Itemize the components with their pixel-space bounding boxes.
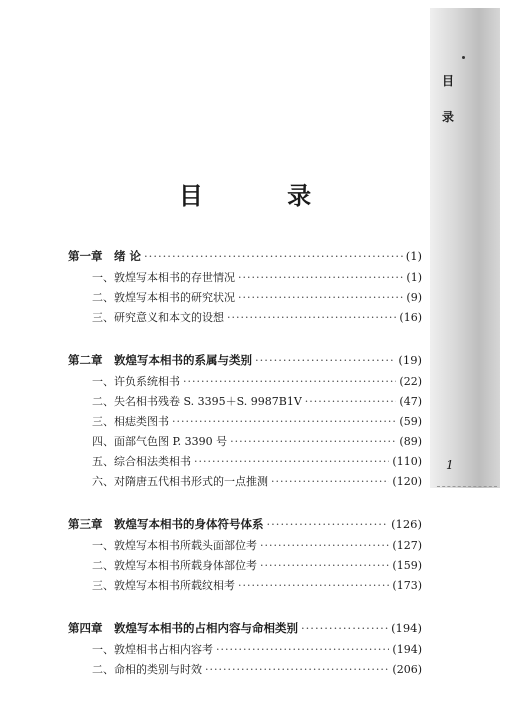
dot-leader [144,249,403,263]
chapter-label [68,248,141,264]
section-entry[interactable] [68,661,422,681]
section-label: 一、敦煌写本相书所载头面部位考 [92,539,257,552]
page-title: 目 录 [178,181,350,210]
section-label: 一、许负系统相书 [92,375,180,388]
section-entry[interactable] [68,309,422,329]
chapter-block [68,352,422,493]
dot-leader [305,395,397,408]
dot-leader [172,415,396,428]
chapter-entry[interactable] [68,248,422,269]
section-entry[interactable] [68,269,422,289]
section-label: 三、敦煌写本相书所载纹相考 [92,579,235,592]
dot-leader [255,353,395,367]
section-label: 五、综合相法类相书 [92,455,191,468]
chapter-title: 绪 论 [114,249,142,263]
section-page: (16) [399,311,422,324]
section-entry[interactable] [68,413,422,433]
dot-leader [260,559,389,572]
dot-leader [194,455,389,468]
section-label: 二、敦煌写本相书所载身体部位考 [92,559,257,572]
section-label: 二、失名相书残卷 S. 3395＋S. 9987B1V [92,395,302,408]
dot-leader [301,621,388,635]
side-tab-char-1: 目 [441,74,454,88]
chapter-label [68,516,264,532]
side-tab [430,8,500,488]
section-page: (159) [392,559,422,572]
chapter-number: 第三章 [68,517,103,531]
page-number: 1 [446,458,454,472]
tab-dot [462,56,465,59]
chapter-entry[interactable] [68,516,422,537]
section-entry[interactable] [68,537,422,557]
dot-leader [267,517,389,531]
section-page: (47) [399,395,422,408]
dot-leader [238,291,403,304]
chapter-label [68,620,298,636]
section-page: (59) [399,415,422,428]
dot-leader [227,311,396,324]
section-page: (9) [406,291,422,304]
section-entry[interactable] [68,453,422,473]
dot-leader [238,271,403,284]
section-label: 二、命相的类别与时效 [92,663,202,676]
side-tab-char-2: 录 [441,110,454,124]
section-entry[interactable] [68,577,422,597]
section-entry[interactable] [68,557,422,577]
chapter-block [68,248,422,329]
section-page: (1) [406,271,422,284]
dot-leader [216,643,389,656]
section-entry[interactable] [68,373,422,393]
chapter-title: 敦煌写本相书的系属与类别 [114,353,252,367]
dot-leader [271,475,389,488]
section-page: (173) [392,579,422,592]
chapter-block [68,620,422,681]
chapter-page: (194) [391,621,422,635]
chapter-number: 第二章 [68,353,103,367]
chapter-number: 第一章 [68,249,103,263]
section-page: (206) [392,663,422,676]
section-entry[interactable] [68,641,422,661]
section-page: (120) [392,475,422,488]
section-page: (194) [392,643,422,656]
chapter-block [68,516,422,597]
section-entry[interactable] [68,473,422,493]
chapter-entry[interactable] [68,352,422,373]
section-label: 四、面部气色图 P. 3390 号 [92,435,228,448]
chapter-page: (19) [398,353,422,367]
section-label: 一、敦煌相书占相内容考 [92,643,213,656]
section-label: 二、敦煌写本相书的研究状况 [92,291,235,304]
section-page: (127) [392,539,422,552]
chapter-title: 敦煌写本相书的身体符号体系 [114,517,264,531]
chapter-page: (1) [405,249,422,263]
section-page: (110) [392,455,422,468]
chapter-label [68,352,252,368]
section-entry[interactable] [68,433,422,453]
dot-leader [238,579,389,592]
chapter-entry[interactable] [68,620,422,641]
chapter-number: 第四章 [68,621,103,635]
section-entry[interactable] [68,393,422,413]
section-page: (22) [399,375,422,388]
dot-leader [205,663,389,676]
section-label: 六、对隋唐五代相书形式的一点推测 [92,475,268,488]
section-label: 三、研究意义和本文的设想 [92,311,224,324]
chapter-page: (126) [391,517,422,531]
dot-leader [230,435,396,448]
chapter-title: 敦煌写本相书的占相内容与命相类别 [114,621,298,635]
table-of-contents [68,248,422,704]
section-entry[interactable] [68,289,422,309]
section-label: 一、敦煌写本相书的存世情况 [92,271,235,284]
page-number-rule [437,486,497,487]
section-label: 三、相痣类图书 [92,415,169,428]
section-page: (89) [399,435,422,448]
dot-leader [183,375,396,388]
dot-leader [260,539,389,552]
